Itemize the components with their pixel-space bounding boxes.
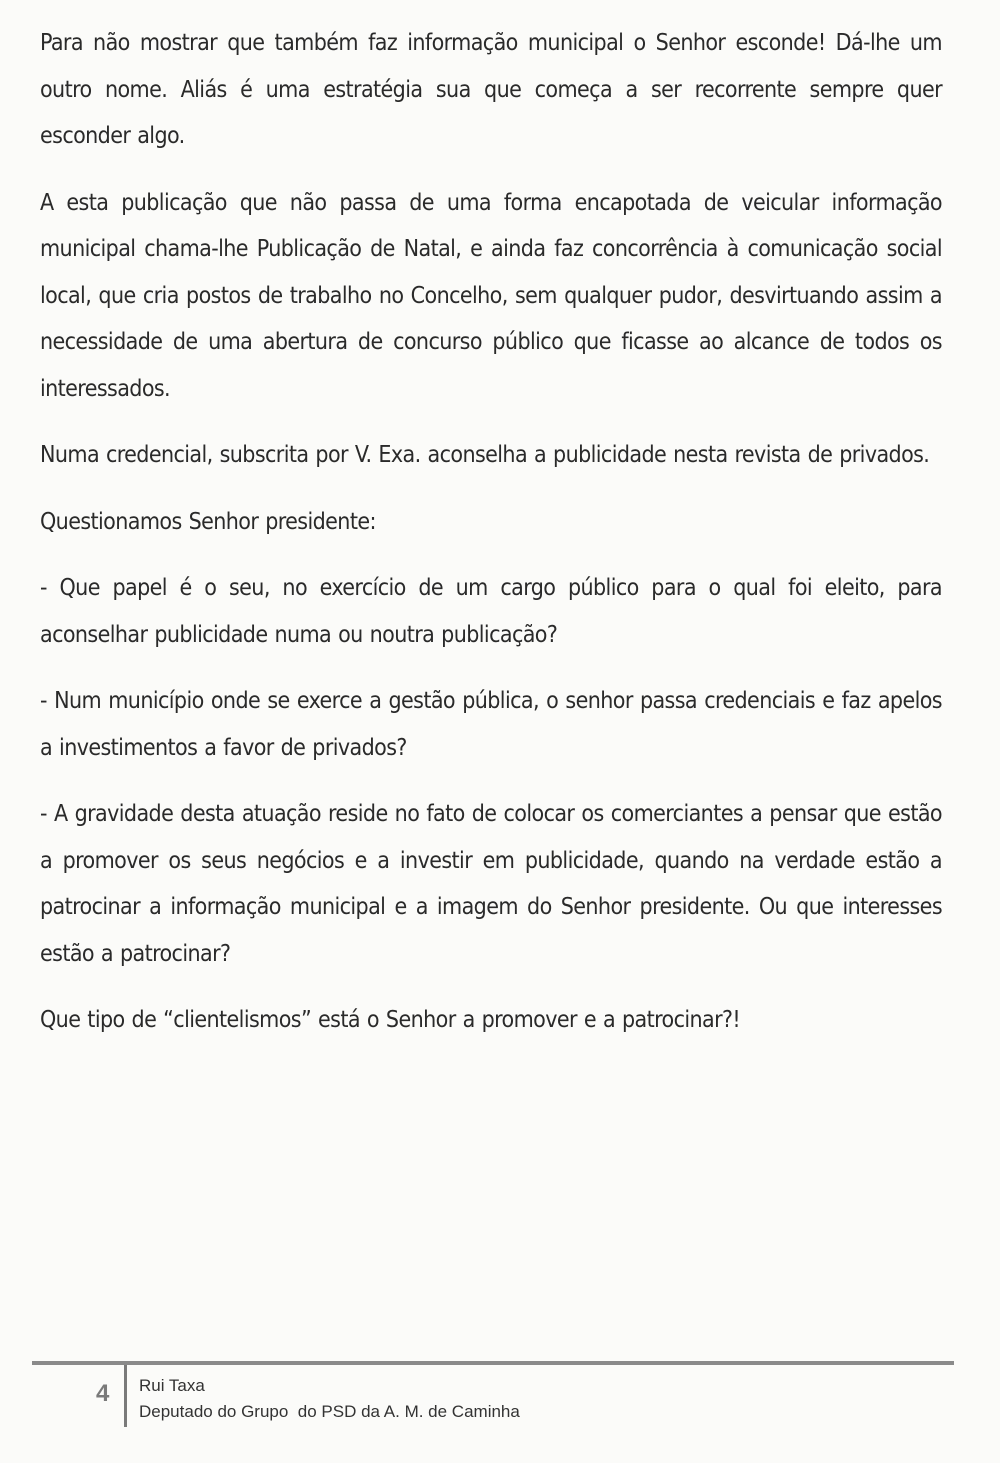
author-name: Rui Taxa (139, 1376, 205, 1395)
author-role: Deputado do Grupo do PSD da A. M. de Caminha (139, 1402, 520, 1421)
footer-vertical-divider (124, 1365, 127, 1427)
paragraph: A esta publicação que não passa de uma forma encapotada de veicular informação municipal chama-lhe Publicação de Natal, e ainda faz concorrência à comunicação social local, que cria postos de trabalho no Concelho, sem qualquer pudor, desvirtuando assim a necessidade de uma abertura de concurso público que ficasse ao alcance de todos os interessados. (40, 189, 942, 402)
paragraph: Para não mostrar que também faz informação municipal o Senhor esconde! Dá-lhe um outro nome. Aliás é uma estratégia sua que começa a ser recorrente sempre quer esconder algo. (40, 30, 942, 149)
question-item: - A gravidade desta atuação reside no fato de colocar os comerciantes a pensar que estão a promover os seus negócios e a investir em publicidade, quando na verdade estão a patrocinar a informação municipal e a imagem do Senhor presidente. Ou que interesses estão a patrocinar? (40, 801, 942, 967)
footer-signature (139, 1373, 520, 1425)
page-number: 4 (96, 1380, 110, 1407)
closing-question: Que tipo de “clientelismos” está o Senhor a promover e a patrocinar?! (40, 1007, 741, 1033)
paragraph: Questionamos Senhor presidente: (40, 508, 376, 535)
document-body (40, 20, 942, 1064)
question-item: - Num município onde se exerce a gestão pública, o senhor passa credenciais e faz apelos a investimentos a favor de privados? (40, 688, 942, 761)
footer-divider (32, 1361, 954, 1365)
question-item: - Que papel é o seu, no exercício de um cargo público para o qual foi eleito, para aconselhar publicidade numa ou noutra publicação? (40, 575, 942, 648)
paragraph: Numa credencial, subscrita por V. Exa. aconselha a publicidade nesta revista de privados. (40, 442, 930, 468)
